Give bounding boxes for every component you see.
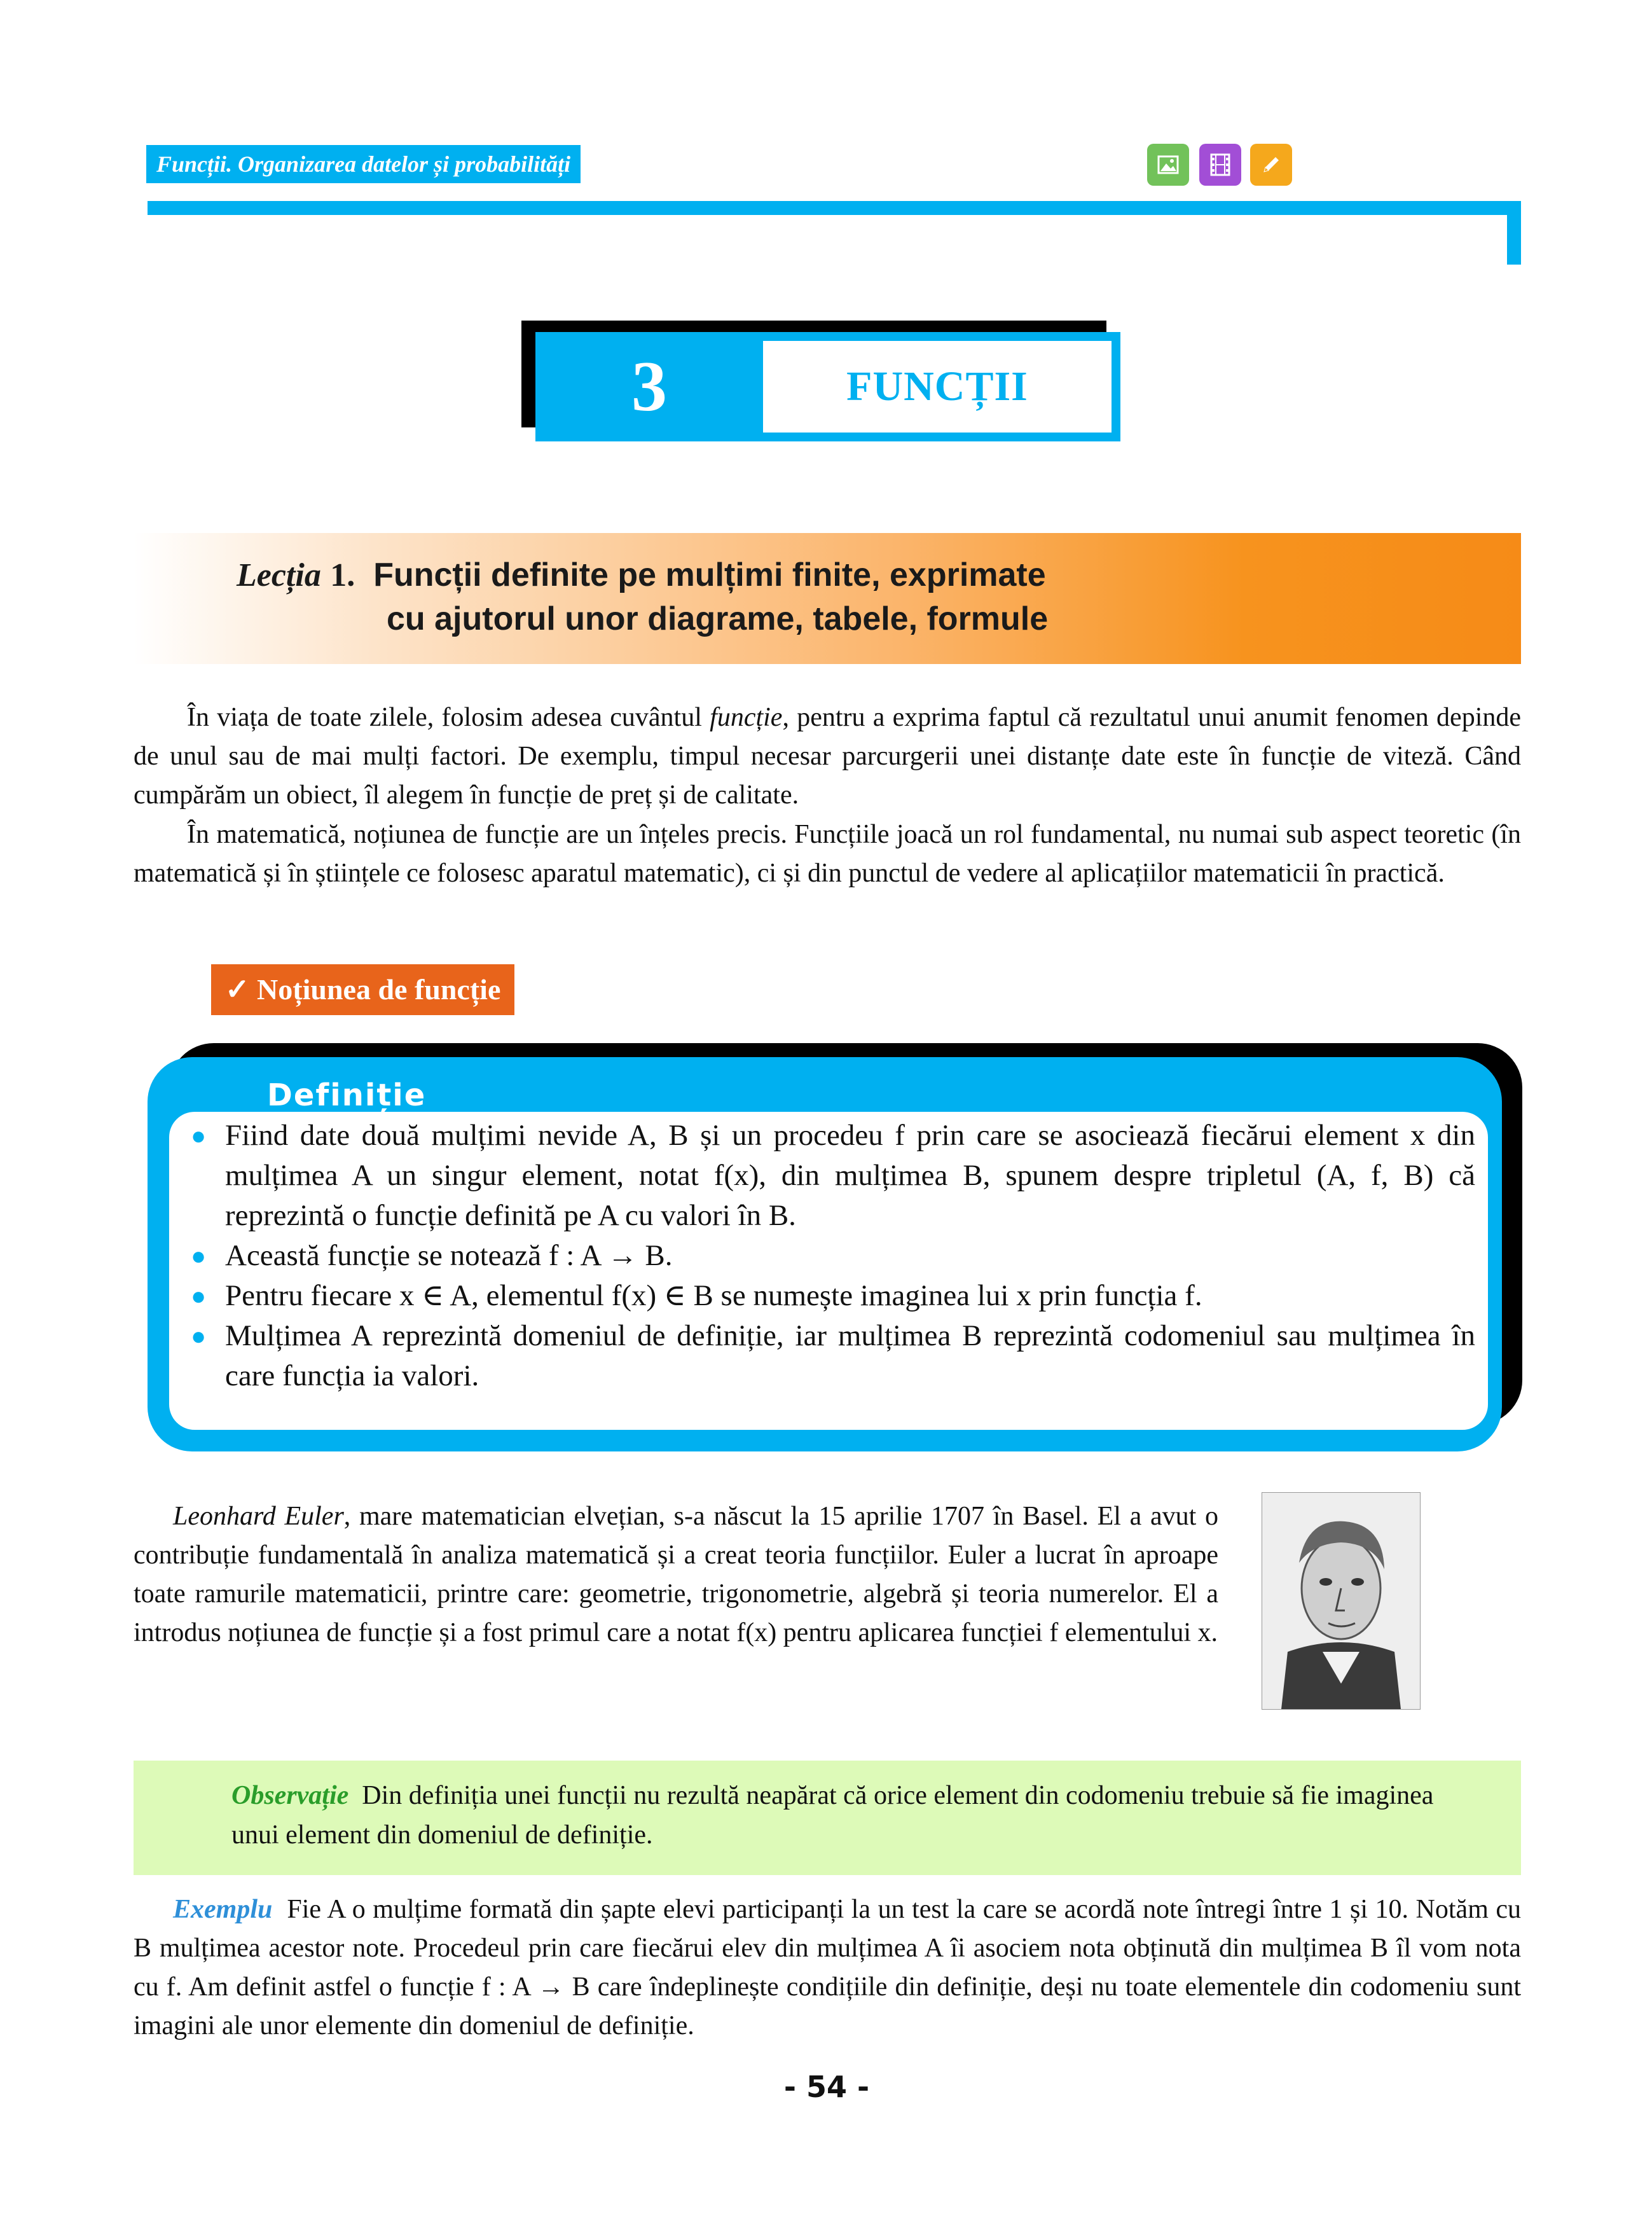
definition-item: ● Fiind date două mulțimi nevide A, B și un procedeu f prin care se asociează fiecărui element x din mulțimea A un singur element, notat f(x), din mulțimea B, spunem despre tripletul (A, f, B) că reprezintă o funcție definită pe A cu valori în B. xyxy=(191,1116,1475,1236)
term-functie: funcție xyxy=(710,703,783,732)
section-title: Noțiunea de funcție xyxy=(257,973,501,1006)
definition-title: Definiție xyxy=(267,1077,427,1113)
definition-list xyxy=(191,1116,1475,1396)
header-rule-end xyxy=(1507,201,1521,265)
example-label: Exemplu xyxy=(173,1895,273,1924)
euler-portrait xyxy=(1262,1492,1421,1710)
observation-text: Observație Din definiția unei funcții nu rezultă neapărat că orice element din codomeniu trebuie să fie imaginea unui element din domeniul de definiție. xyxy=(231,1781,1434,1850)
chapter-number: 3 xyxy=(631,347,667,426)
definition-item: ● Mulțimea A reprezintă domeniul de definiție, iar mulțimea B reprezintă codomeniul sau mulțimea în care funcția ia valori. xyxy=(191,1316,1475,1396)
header-rule xyxy=(148,201,1521,215)
lesson-title-line2: cu ajutorul unor diagrame, tabele, formule xyxy=(387,600,1049,637)
bullet-icon: ● xyxy=(191,1242,207,1270)
lesson-number: 1. xyxy=(330,557,355,593)
definition-item: ● Pentru fiecare x ∈ A, elementul f(x) ∈ B se numește imaginea lui x prin funcția f. xyxy=(191,1276,1475,1316)
intro-paragraph-1: În viața de toate zilele, folosim adesea cuvântul funcție, pentru a exprima faptul că rezultatul unui anumit fenomen depinde de unul sau de mai mulți factori. De exemplu, timpul necesar parcurgerii unei distanțe date este în funcție de viteză. Când cumpărăm un obiect, îl alegem în funcție de preț și de calitate. xyxy=(134,703,1522,810)
lesson-title-line1: Funcții definite pe mulțimi finite, exprimate xyxy=(373,557,1046,593)
pencil-icon[interactable] xyxy=(1250,144,1292,186)
lesson-label: Lecția xyxy=(237,557,321,593)
chapter-title: FUNCȚII xyxy=(846,363,1028,410)
observation-label: Observație xyxy=(231,1781,349,1810)
lesson-heading xyxy=(237,553,1048,641)
check-icon: ✓ xyxy=(225,973,250,1006)
page-number: - 54 - xyxy=(783,2070,870,2104)
image-icon[interactable] xyxy=(1147,144,1189,186)
bullet-icon: ● xyxy=(191,1282,207,1310)
euler-paragraph: Leonhard Euler, mare matematician elvețian, s-a născut la 15 aprilie 1707 în Basel. El a avut o contribuție fundamentală în analiza matematică și a creat teoria funcțiilor. Euler a lucrat în aproape toate ramurile matematicii, printre care: geometrie, trigonometrie, algebră și teoria numerelor. El a introdus noțiunea de funcție și a fost primul care a notat f(x) pentru aplicarea funcției f elementului x. xyxy=(134,1502,1218,1647)
definition-item: ● Această funcție se notează f : A → B. xyxy=(191,1236,1475,1276)
euler-name: Leonhard Euler xyxy=(173,1502,344,1531)
bullet-icon: ● xyxy=(191,1121,207,1150)
film-icon[interactable] xyxy=(1199,144,1241,186)
bullet-icon: ● xyxy=(191,1322,207,1350)
section-label xyxy=(211,964,514,1015)
running-header-title: Funcții. Organizarea datelor și probabilități xyxy=(146,145,581,183)
intro-paragraph-2: În matematică, noțiunea de funcție are un înțeles precis. Funcțiile joacă un rol fundamental, nu numai sub aspect teoretic (în matematică și în științele ce folosesc aparatul matematic), ci și din punctul de vedere al aplicațiilor matematicii în practică. xyxy=(134,820,1521,888)
example-paragraph: Exemplu Fie A o mulțime formată din șapte elevi participanți la un test la care se acordă note întregi între 1 și 10. Notăm cu B mulțimea acestor note. Procedeul prin care fiecărui elev din mulțimea A îi asociem nota obținută din mulțimea B îl vom nota cu f. Am definit astfel o funcție f : A → B care îndeplinește condițiile din definiție, deși nu toate elementele din codomeniu sunt imagini ale unor elemente din domeniul de definiție. xyxy=(134,1895,1522,2040)
